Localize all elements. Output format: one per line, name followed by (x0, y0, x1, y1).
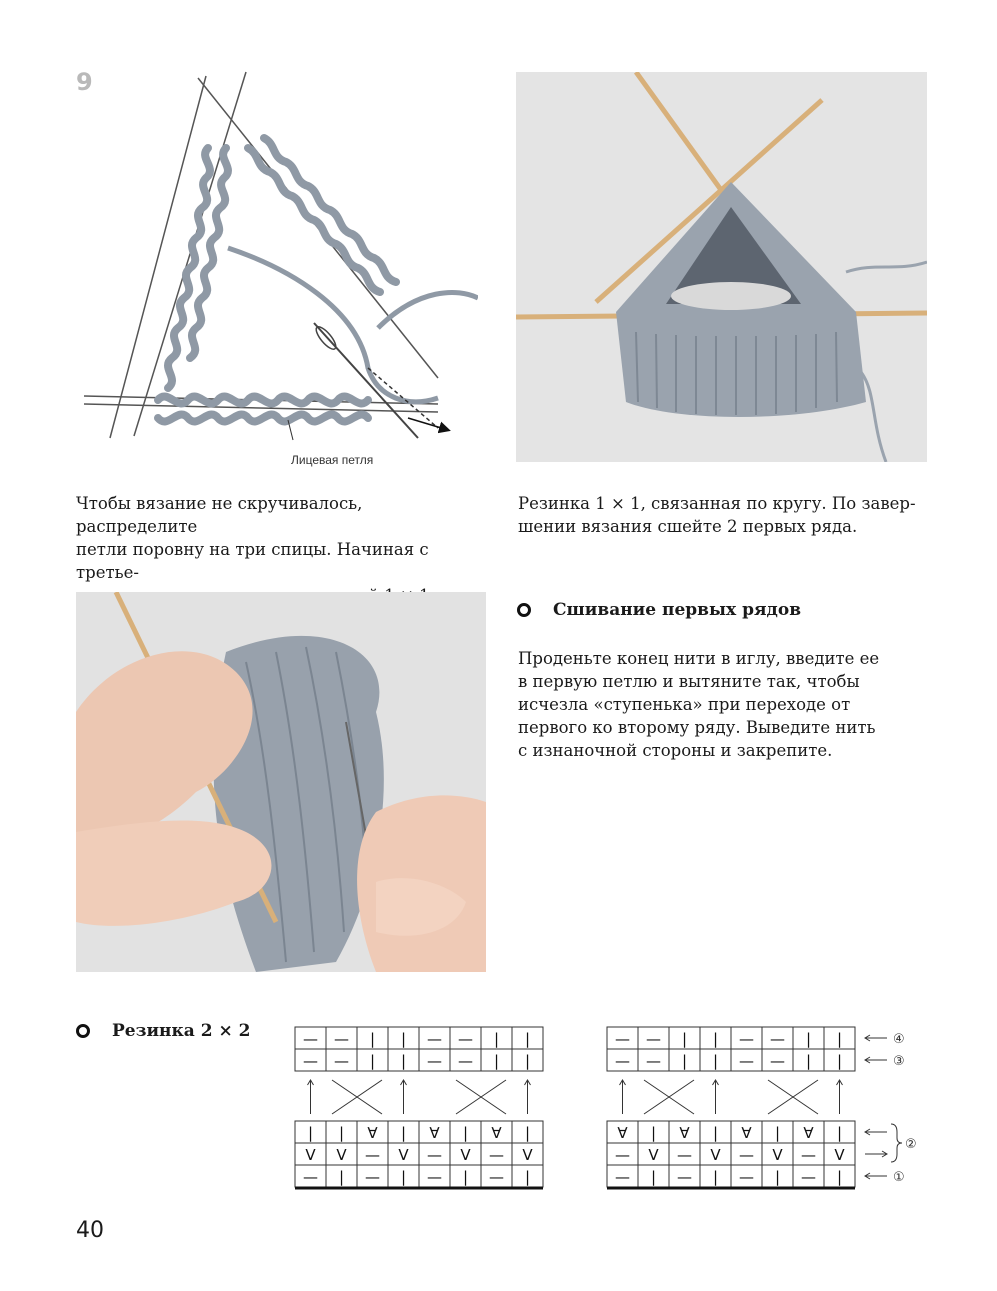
chart-symbol-row2: ∀ (429, 1124, 440, 1142)
chart-symbol-row4: — (334, 1030, 349, 1048)
brace-icon (891, 1124, 902, 1162)
bullet-circle-icon (517, 603, 531, 617)
chart-symbol-row2: V (710, 1146, 721, 1164)
chart-symbol-row4: | (369, 1030, 376, 1048)
knitting-triangle-illustration (78, 68, 478, 468)
chart-symbol-row1: | (774, 1168, 781, 1186)
chart-symbol-row4: | (805, 1030, 812, 1048)
chart-symbol-row1: | (836, 1168, 843, 1186)
chart-symbol-row2: | (650, 1124, 657, 1142)
chart-symbol-row4: — (615, 1030, 630, 1048)
chart-symbol-row3: | (805, 1052, 812, 1070)
chart-symbol-row1: — (303, 1168, 318, 1186)
photo-hands-seaming (76, 592, 486, 972)
chart-symbol-row4: | (712, 1030, 719, 1048)
chart-symbol-row4: | (524, 1030, 531, 1048)
chart-symbol-row3: | (493, 1052, 500, 1070)
chart-symbol-row1: — (677, 1168, 692, 1186)
chart-symbol-row2: V (398, 1146, 409, 1164)
chart-symbol-row2: — (677, 1146, 692, 1164)
chart-symbol-row2: ∀ (741, 1124, 752, 1142)
section-heading-rib-2x2: Резинка 2 × 2 (76, 1021, 250, 1041)
chart-symbol-row2: ∀ (491, 1124, 502, 1142)
paragraph-ribbing-caption: Резинка 1 × 1, связанная по кругу. По завер- шении вязания сшейте 2 первых ряда. (518, 494, 916, 536)
chart-symbol-row1: | (712, 1168, 719, 1186)
row-label: ② (905, 1137, 917, 1152)
chart-symbol-row3: — (458, 1052, 473, 1070)
chart-symbol-row4: — (739, 1030, 754, 1048)
chart-symbol-row4: | (400, 1030, 407, 1048)
chart-symbol-row2: ∀ (803, 1124, 814, 1142)
chart-symbol-row2: V (648, 1146, 659, 1164)
chart-symbol-row3: — (427, 1052, 442, 1070)
chart-symbol-row2: | (524, 1124, 531, 1142)
chart-symbol-row4: — (770, 1030, 785, 1048)
chart-symbol-row1: | (338, 1168, 345, 1186)
chart-symbol-row2: | (836, 1124, 843, 1142)
row-label: ④ (893, 1032, 905, 1047)
chart-symbol-row1: — (801, 1168, 816, 1186)
paragraph-seaming-instructions: Проденьте конец нити в иглу, введите ее в первую петлю и вытяните так, чтобы исчезла «ступенька» при переходе от первого ко второму ряду. Выведите нить с изнаночной стороны и закрепите. (518, 649, 880, 760)
rib-2x2-chart (290, 1022, 930, 1194)
chart-symbol-row2: | (462, 1124, 469, 1142)
bullet-circle-icon (76, 1024, 90, 1038)
chart-symbol-row2: | (307, 1124, 314, 1142)
chart-symbol-row2: V (336, 1146, 347, 1164)
chart-symbol-row2: V (772, 1146, 783, 1164)
chart-symbol-row3: — (334, 1052, 349, 1070)
chart-symbol-row1: — (739, 1168, 754, 1186)
chart-symbol-row3: — (739, 1052, 754, 1070)
chart-symbol-row1: | (462, 1168, 469, 1186)
step-number: 9 (76, 68, 93, 96)
chart-symbol-row3: | (681, 1052, 688, 1070)
chart-symbol-row3: | (836, 1052, 843, 1070)
chart-symbol-row2: V (460, 1146, 471, 1164)
chart-symbol-row4: — (646, 1030, 661, 1048)
chart-symbol-row1: | (650, 1168, 657, 1186)
chart-symbol-row2: — (427, 1146, 442, 1164)
row-label: ③ (893, 1054, 905, 1069)
chart-symbol-row4: — (427, 1030, 442, 1048)
chart-symbol-row3: — (646, 1052, 661, 1070)
chart-symbol-row3: | (400, 1052, 407, 1070)
chart-symbol-row2: V (522, 1146, 533, 1164)
chart-symbol-row3: | (524, 1052, 531, 1070)
chart-symbol-row1: — (365, 1168, 380, 1186)
chart-symbol-row2: | (712, 1124, 719, 1142)
chart-symbol-row1: — (489, 1168, 504, 1186)
chart-symbol-row2: — (801, 1146, 816, 1164)
chart-symbol-row1: — (427, 1168, 442, 1186)
chart-symbol-row3: | (712, 1052, 719, 1070)
illustration-label: Лицевая петля (291, 453, 374, 467)
chart-symbol-row4: | (836, 1030, 843, 1048)
chart-symbol-row2: | (338, 1124, 345, 1142)
chart-symbol-row2: — (489, 1146, 504, 1164)
chart-symbol-row3: | (369, 1052, 376, 1070)
chart-symbol-row4: — (303, 1030, 318, 1048)
chart-symbol-row2: | (774, 1124, 781, 1142)
chart-symbol-row4: | (493, 1030, 500, 1048)
chart-symbol-row2: — (365, 1146, 380, 1164)
chart-symbol-row2: — (615, 1146, 630, 1164)
chart-symbol-row4: | (681, 1030, 688, 1048)
chart-symbol-row3: — (770, 1052, 785, 1070)
row-label: ① (893, 1170, 905, 1185)
chart-symbol-row2: V (834, 1146, 845, 1164)
chart-symbol-row1: | (400, 1168, 407, 1186)
chart-symbol-row1: — (615, 1168, 630, 1186)
section-heading-seaming: Сшивание первых рядов (517, 600, 801, 620)
page-number: 40 (76, 1218, 104, 1243)
chart-symbol-row4: — (458, 1030, 473, 1048)
chart-symbol-row2: ∀ (617, 1124, 628, 1142)
chart-symbol-row3: — (615, 1052, 630, 1070)
chart-symbol-row2: ∀ (367, 1124, 378, 1142)
chart-symbol-row2: — (739, 1146, 754, 1164)
chart-symbol-row2: | (400, 1124, 407, 1142)
chart-symbol-row2: ∀ (679, 1124, 690, 1142)
paragraph-distribute-stitches: Чтобы вязание не скручивалось, распределите петли поровну на три спицы. Начиная с третье- (76, 494, 429, 582)
chart-symbol-row2: V (305, 1146, 316, 1164)
photo-ribbing-on-needles (516, 72, 927, 462)
chart-symbol-row3: — (303, 1052, 318, 1070)
chart-symbol-row1: | (524, 1168, 531, 1186)
